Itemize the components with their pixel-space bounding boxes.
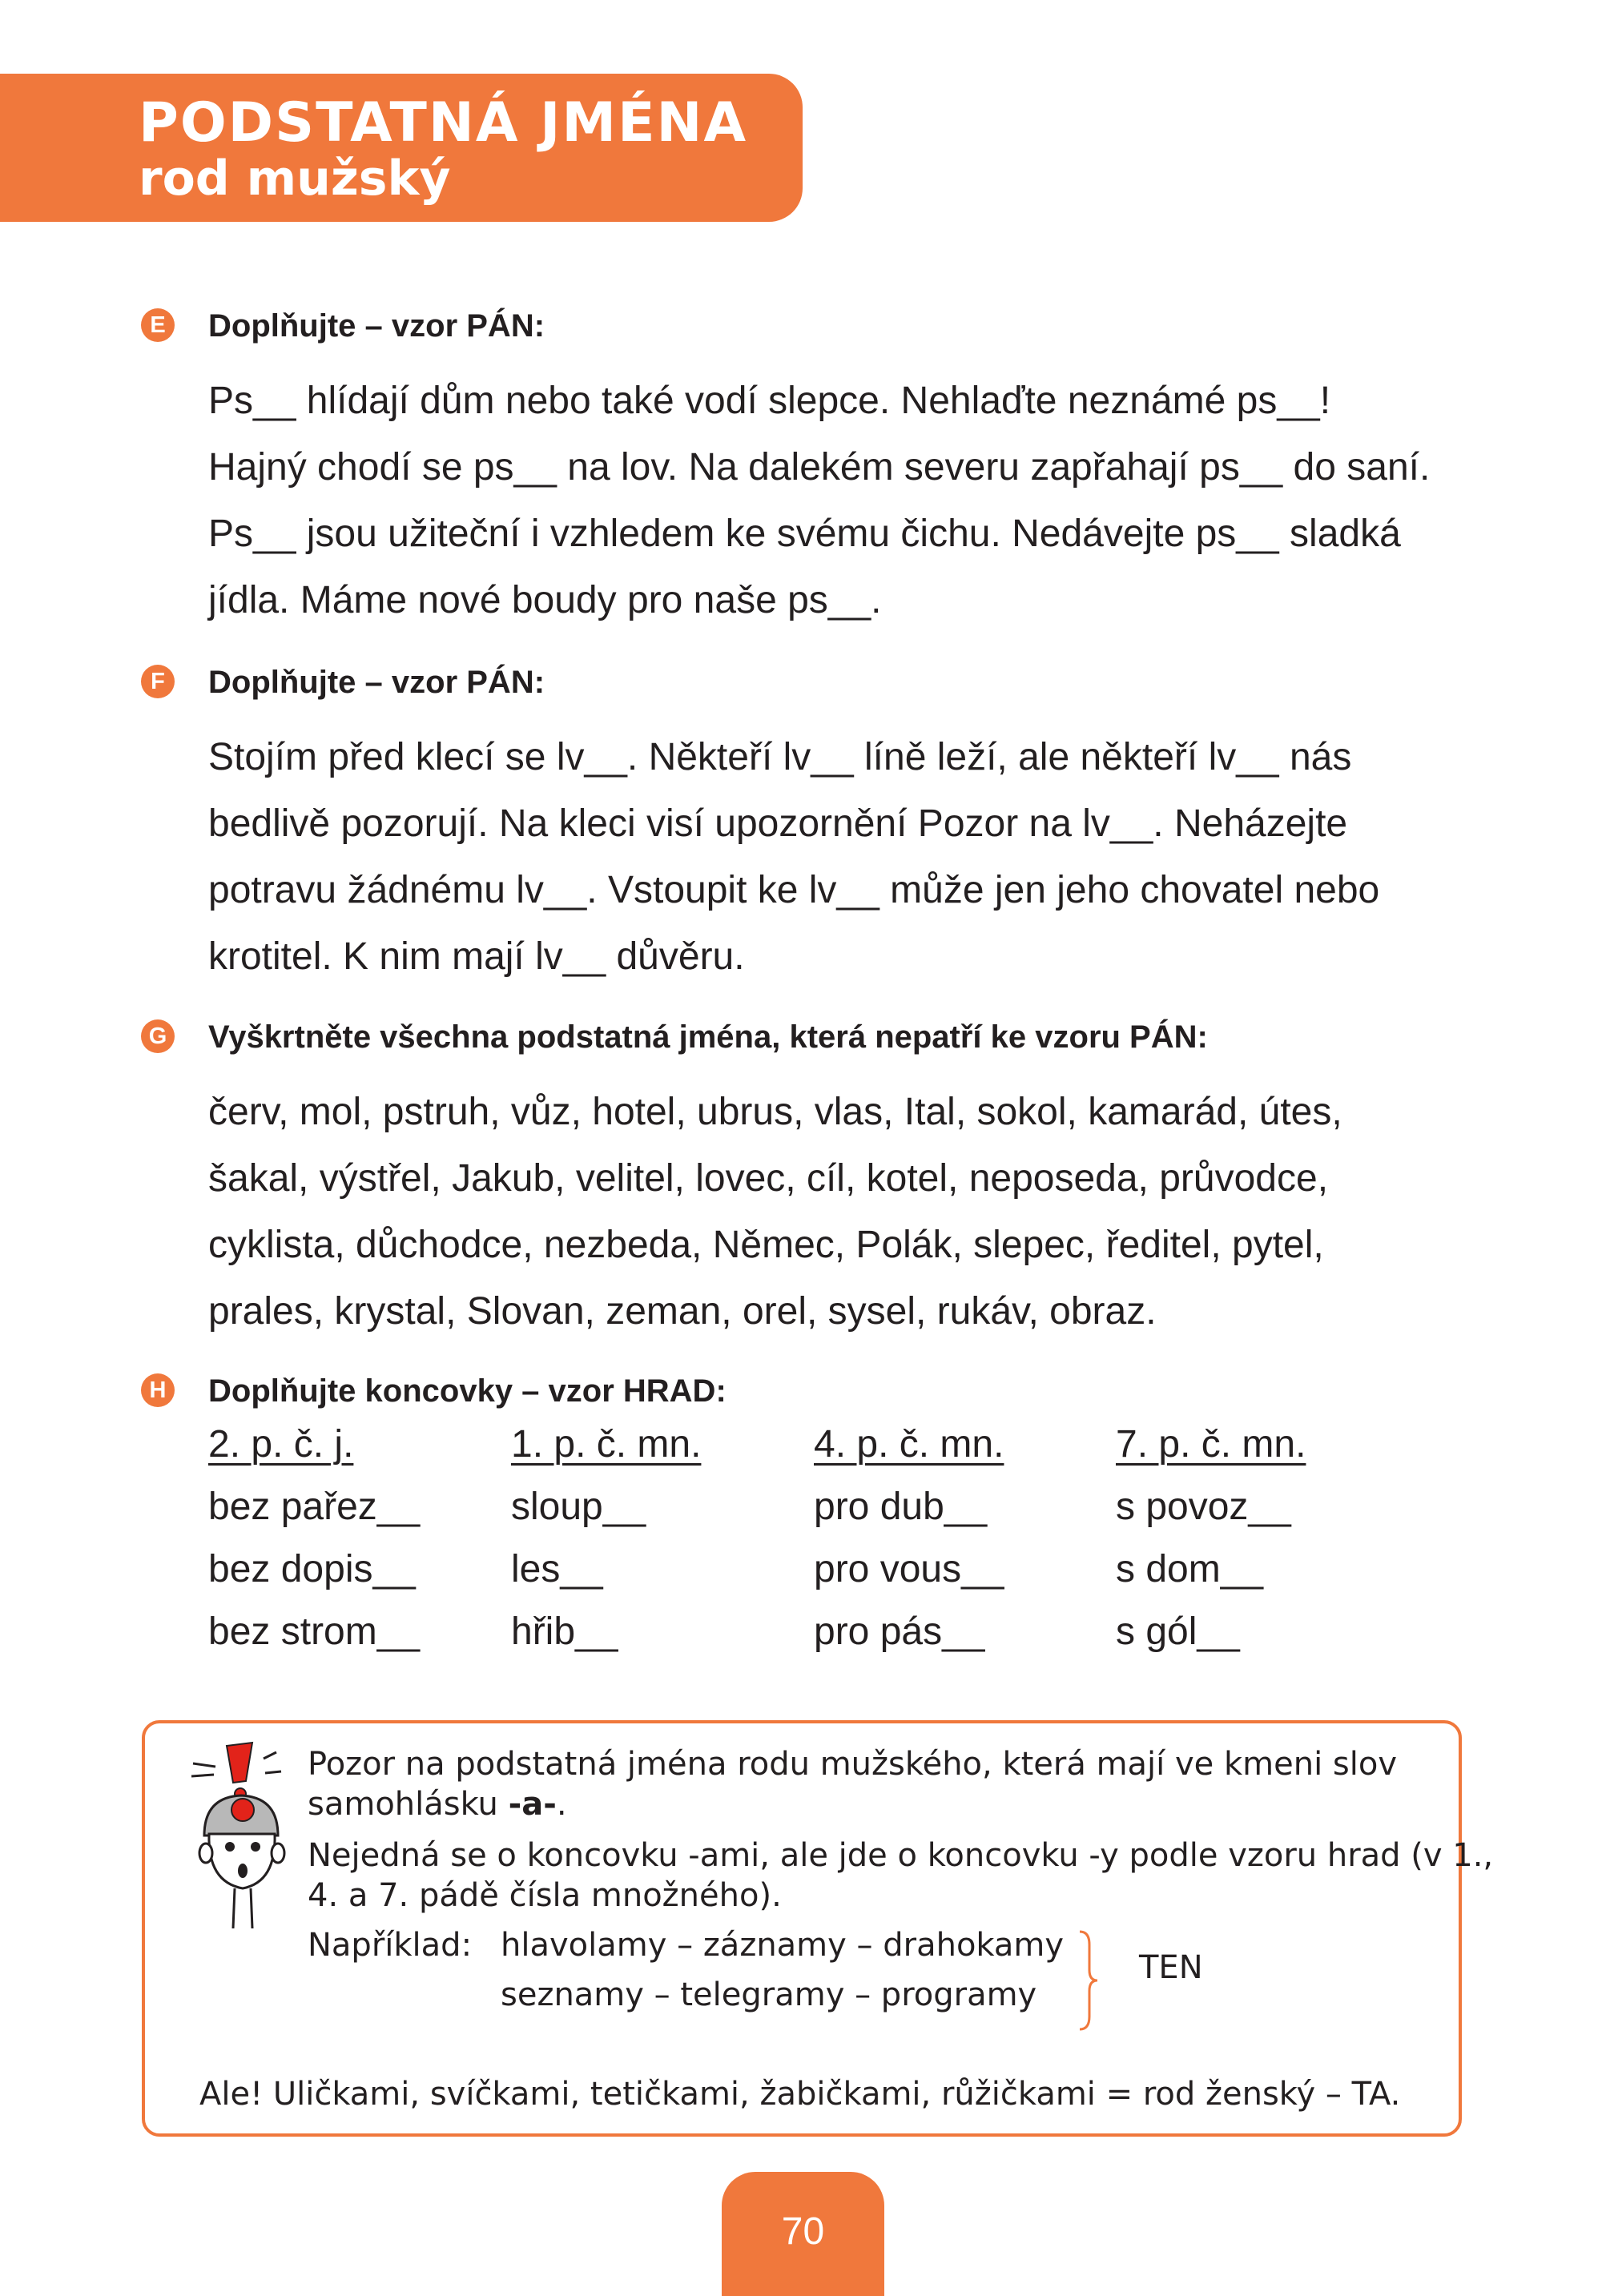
exercise-item: pro pás__ — [814, 1610, 985, 1653]
task-text — [208, 368, 1490, 633]
text-line: Hajný chodí se ps__ na lov. Na dalekém severu zapřahají ps__ do saní. — [208, 446, 1431, 489]
exercise-item: bez dopis__ — [208, 1548, 416, 1590]
brace-icon — [1077, 1928, 1101, 2033]
column-header: 2. p. č. j. — [208, 1423, 354, 1466]
column-instrumental-plural — [1116, 1413, 1306, 1663]
exercise-item: pro vous__ — [814, 1548, 1004, 1590]
exercise-item: bez strom__ — [208, 1610, 421, 1653]
example-group-label: TEN — [1139, 1949, 1203, 1986]
column-header: 1. p. č. mn. — [511, 1423, 702, 1466]
text-line: červ, mol, pstruh, vůz, hotel, ubrus, vlas, Ital, sokol, kamarád, útes, — [208, 1091, 1342, 1133]
note-line — [308, 1784, 567, 1824]
column-genitive-singular — [208, 1413, 420, 1663]
text-line: Ps__ jsou užiteční i vzhledem ke svému čichu. Nedávejte ps__ sladká — [208, 513, 1401, 555]
example-label: Například: — [308, 1927, 473, 1964]
task-title: Doplňujte – vzor PÁN: — [208, 665, 545, 700]
exercise-item: bez pařez__ — [208, 1486, 421, 1528]
column-nominative-plural — [511, 1413, 701, 1663]
example-row: seznamy – telegramy – programy — [501, 1976, 1037, 2013]
column-header: 4. p. č. mn. — [814, 1423, 1004, 1466]
text-line: prales, krystal, Slovan, zeman, orel, sysel, rukáv, obraz. — [208, 1290, 1157, 1333]
task-badge: H — [141, 1373, 175, 1407]
task-text — [208, 724, 1490, 990]
exercise-item: s povoz__ — [1116, 1486, 1291, 1528]
exercise-item: hřib__ — [511, 1610, 618, 1653]
task-title: Doplňujte – vzor PÁN: — [208, 308, 545, 344]
text-line: šakal, výstřel, Jakub, velitel, lovec, cíl, kotel, neposeda, průvodce, — [208, 1157, 1329, 1200]
task-badge: G — [141, 1019, 175, 1053]
exercise-item: s dom__ — [1116, 1548, 1264, 1590]
column-header: 7. p. č. mn. — [1116, 1423, 1306, 1466]
highlighted-vowel: -a- — [508, 1786, 557, 1823]
chapter-subtitle: rod mužský — [139, 151, 451, 207]
task-title: Vyškrtněte všechna podstatná jména, která nepatří ke vzoru PÁN: — [208, 1019, 1208, 1055]
text-line: cyklista, důchodce, nezbeda, Němec, Polák, slepec, ředitel, pytel, — [208, 1224, 1324, 1266]
column-accusative-plural — [814, 1413, 1004, 1663]
text-line: bedlivě pozorují. Na kleci visí upozornění Pozor na lv__. Neházejte — [208, 802, 1348, 845]
task-title: Doplňujte koncovky – vzor HRAD: — [208, 1373, 727, 1409]
chapter-header — [0, 74, 803, 222]
note-text: . — [556, 1786, 567, 1823]
boy-exclamation-illustration — [187, 1739, 307, 1936]
task-badge: F — [141, 665, 175, 698]
exercise-item: pro dub__ — [814, 1486, 988, 1528]
text-line: jídla. Máme nové boudy pro naše ps__. — [208, 579, 882, 621]
text-line: krotitel. K nim mají lv__ důvěru. — [208, 935, 745, 978]
page-number: 70 — [722, 2172, 884, 2296]
note-text: samohlásku — [308, 1786, 509, 1823]
task-badge: E — [141, 308, 175, 342]
text-line: potravu žádnému lv__. Vstoupit ke lv__ může jen jeho chovatel nebo — [208, 869, 1380, 911]
text-line: Stojím před klecí se lv__. Někteří lv__ líně leží, ale někteří lv__ nás — [208, 736, 1352, 778]
example-row: hlavolamy – záznamy – drahokamy — [501, 1927, 1065, 1964]
note-line: Pozor na podstatná jména rodu mužského, která mají ve kmeni slov — [308, 1746, 1397, 1783]
task-text — [208, 1079, 1490, 1345]
note-line: Nejedná se o koncovku -ami, ale jde o koncovku -y podle vzoru hrad (v 1., — [308, 1837, 1494, 1874]
note-line: 4. a 7. pádě čísla množného). — [308, 1877, 782, 1914]
exercise-item: sloup__ — [511, 1486, 646, 1528]
exercise-item: s gól__ — [1116, 1610, 1240, 1653]
exercise-item: les__ — [511, 1548, 603, 1590]
text-line: Ps__ hlídají dům nebo také vodí slepce. Nehlaďte neznámé ps__! — [208, 380, 1331, 422]
chapter-title: PODSTATNÁ JMÉNA — [139, 91, 748, 155]
note-footer: Ale! Uličkami, svíčkami, tetičkami, žabičkami, růžičkami = rod ženský – TA. — [199, 2076, 1401, 2113]
